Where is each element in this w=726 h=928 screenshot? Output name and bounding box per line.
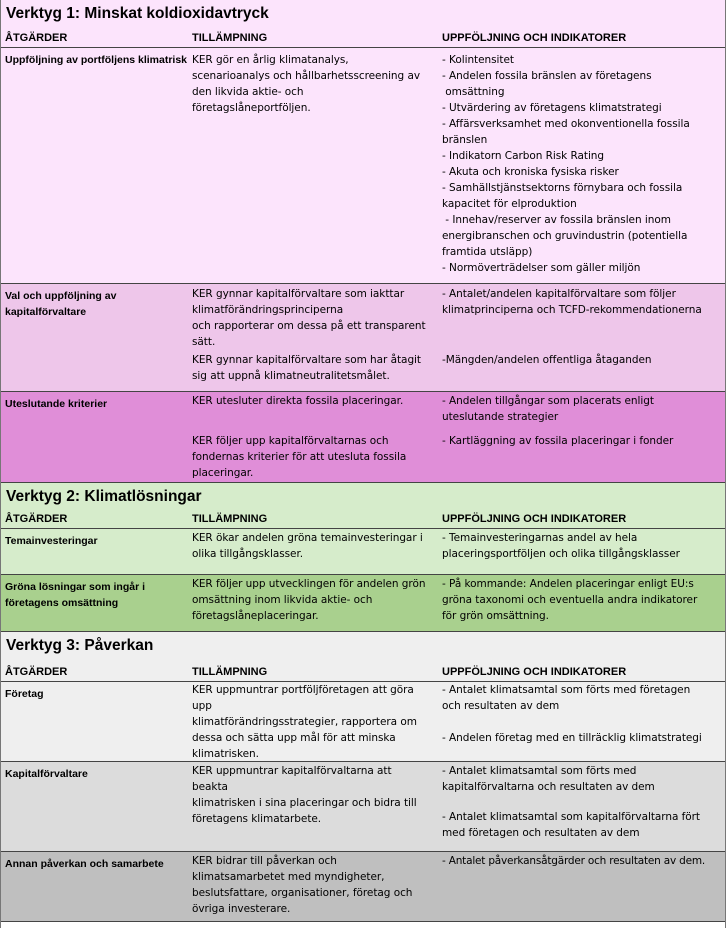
indicator-line: gröna taxonomi och eventuella andra indikatorer (442, 594, 698, 606)
section3-title: Verktyg 3: Påverkan (0, 632, 726, 662)
application-line: klimatförändringsprinciperna (192, 304, 344, 316)
indicator-line: - Antalet påverkansåtgärder och resultaten av dem. (442, 855, 706, 867)
row-indicators (442, 52, 724, 276)
col-header-uppfoljning: UPPFÖLJNING OCH INDIKATORER (442, 32, 627, 44)
indicator-line: klimatprinciperna och TCFD-rekommendationerna (442, 304, 702, 316)
indicator-line: med företagen och resultaten av dem (442, 827, 640, 839)
application-line: beakta (192, 781, 228, 793)
col-header-uppfoljning: UPPFÖLJNING OCH INDIKATORER (442, 666, 627, 678)
indicator-line: - Indikatorn Carbon Risk Rating (442, 150, 605, 162)
indicator-line: uteslutande strategier (442, 411, 559, 423)
row-application (192, 682, 438, 762)
col-header-atgarder: ÅTGÄRDER (5, 32, 68, 44)
indicator-line: - Affärsverksamhet med okonventionella fossila (442, 118, 690, 130)
table-row (0, 392, 726, 483)
indicator-line: - Antalet klimatsamtal som förts med (442, 765, 637, 777)
indicator-line: - Andelen företag med en tillräcklig klimatstrategi (442, 732, 702, 744)
application-line: omsättning inom likvida aktie- och (192, 594, 373, 606)
application-line: sätt. (192, 336, 216, 348)
action-line: Val och uppföljning av (5, 290, 117, 302)
application-line: KER uppmuntrar portföljföretagen att göra (192, 684, 414, 696)
indicator-line: - Temainvesteringarnas andel av hela (442, 532, 638, 544)
indicator-line: - Samhällstjänstsektorns förnybara och fossila (442, 182, 683, 194)
table-row (0, 682, 726, 762)
application-line: KER utesluter direkta fossila placeringar. (192, 395, 404, 407)
row-indicators (442, 682, 724, 746)
application-line: placeringar. (192, 467, 254, 479)
table-left-border (0, 0, 1, 928)
row-indicators (442, 530, 724, 562)
indicator-line: - Andelen tillgångar som placerats enligt (442, 395, 654, 407)
indicator-line: - Akuta och kroniska fysiska risker (442, 166, 619, 178)
application-line: klimatrisken. (192, 748, 259, 760)
application-line: fondernas kriterier för att utesluta fossila (192, 451, 407, 463)
row-action: Uppföljning av portföljens klimatrisk (5, 54, 188, 66)
application-line: klimatförändringsstrategier, rapportera om (192, 716, 417, 728)
action-line: kapitalförvaltare (5, 306, 87, 318)
indicator-line: - Andelen fossila bränslen av företagens (442, 70, 652, 82)
application-line: KER följer upp kapitalförvaltarnas och (192, 435, 389, 447)
indicator-line: - Utvärdering av företagens klimatstrategi (442, 102, 662, 114)
table-row (0, 48, 726, 284)
application-line: beslutsfattare, organisationer, företag och (192, 887, 413, 899)
application-line: KER följer upp utvecklingen för andelen grön (192, 578, 426, 590)
indicator-line: kapitalförvaltarna och resultaten av dem (442, 781, 655, 793)
action-line: företagens omsättning (5, 597, 119, 609)
action-line: Gröna lösningar som ingår i (5, 581, 146, 593)
row-application (192, 286, 438, 384)
application-line: övriga investerare. (192, 903, 291, 915)
table-row (0, 762, 726, 852)
table-row (0, 284, 726, 392)
application-line: KER bidrar till påverkan och (192, 855, 337, 867)
indicator-line: - Innehav/reserver av fossila bränslen inom (442, 214, 671, 226)
col-header-atgarder: ÅTGÄRDER (5, 513, 68, 525)
row-application (192, 576, 438, 624)
indicator-line: och resultaten av dem (442, 700, 560, 712)
application-line: företagslåneplaceringar. (192, 610, 319, 622)
row-action: Uteslutande kriterier (5, 398, 108, 410)
application-line: KER ökar andelen gröna temainvesteringar i (192, 532, 423, 544)
indicator-line: - Antalet klimatsamtal som förts med företagen (442, 684, 691, 696)
row-action: Kapitalförvaltare (5, 768, 88, 780)
application-line: dessa och sätta upp mål för att minska (192, 732, 396, 744)
col-header-tillampning: TILLÄMPNING (192, 32, 268, 44)
application-line: KER uppmuntrar kapitalförvaltarna att (192, 765, 392, 777)
application-line: upp (192, 700, 212, 712)
indicator-line: för grön omsättning. (442, 610, 549, 622)
application-line: KER gör en årlig klimatanalys, (192, 54, 349, 66)
section1-column-headers (0, 28, 726, 48)
row-application (192, 853, 438, 917)
section3-column-headers (0, 662, 726, 682)
indicator-line: kapacitet för elproduktion (442, 198, 577, 210)
indicator-line: - På kommande: Andelen placeringar enligt EU:s (442, 578, 694, 590)
application-line: företagslåneportföljen. (192, 102, 311, 114)
indicator-line: - Kolintensitet (442, 54, 514, 66)
table-row (0, 852, 726, 922)
application-line: den likvida aktie- och (192, 86, 304, 98)
indicator-line: placeringsportföljen och olika tillgångsklasser (442, 548, 680, 560)
row-indicators (442, 853, 724, 869)
row-indicators (442, 763, 724, 841)
row-application (192, 530, 438, 562)
row-application (192, 393, 438, 481)
application-line: olika tillgångsklasser. (192, 548, 304, 560)
application-line: och rapporterar om dessa på ett transparent (192, 320, 426, 332)
table-row (0, 575, 726, 632)
indicator-line: framtida utsläpp) (442, 246, 533, 258)
application-line: KER gynnar kapitalförvaltare som har åtagit (192, 354, 421, 366)
indicator-line: - Antalet/andelen kapitalförvaltare som följer (442, 288, 676, 300)
application-line: KER gynnar kapitalförvaltare som iakttar (192, 288, 405, 300)
indicator-line: energibranschen och gruvindustrin (potentiella (442, 230, 688, 242)
row-action: Temainvesteringar (5, 535, 98, 547)
table-row (0, 529, 726, 575)
indicator-line: - Kartläggning av fossila placeringar i fonder (442, 435, 674, 447)
col-header-tillampning: TILLÄMPNING (192, 513, 268, 525)
application-line: företagens klimatarbete. (192, 813, 322, 825)
indicator-line: - Antalet klimatsamtal som kapitalförvaltarna fört (442, 811, 700, 823)
application-line: klimatsamarbetet med myndigheter, (192, 871, 385, 883)
col-header-tillampning: TILLÄMPNING (192, 666, 268, 678)
row-action (5, 575, 190, 611)
application-line: klimatrisken i sina placeringar och bidra till (192, 797, 417, 809)
row-action: Företag (5, 688, 44, 700)
section2-column-headers (0, 509, 726, 529)
indicator-line: - Normöverträdelser som gäller miljön (442, 262, 641, 274)
row-action: Annan påverkan och samarbete (5, 858, 164, 870)
indicator-line: -Mängden/andelen offentliga åtaganden (442, 354, 652, 366)
application-line: sig att uppnå klimatneutralitetsmålet. (192, 370, 390, 382)
indicator-line: bränslen (442, 134, 488, 146)
row-application (192, 52, 438, 116)
section2-title: Verktyg 2: Klimatlösningar (0, 483, 726, 511)
application-line: scenarioanalys och hållbarhetsscreening av (192, 70, 420, 82)
col-header-uppfoljning: UPPFÖLJNING OCH INDIKATORER (442, 513, 627, 525)
row-indicators (442, 286, 724, 368)
row-action (5, 284, 190, 320)
row-application (192, 763, 438, 827)
row-indicators (442, 393, 724, 449)
row-indicators (442, 576, 724, 624)
col-header-atgarder: ÅTGÄRDER (5, 666, 68, 678)
section1-title: Verktyg 1: Minskat koldioxidavtryck (0, 0, 726, 28)
indicator-line: omsättning (442, 86, 505, 98)
